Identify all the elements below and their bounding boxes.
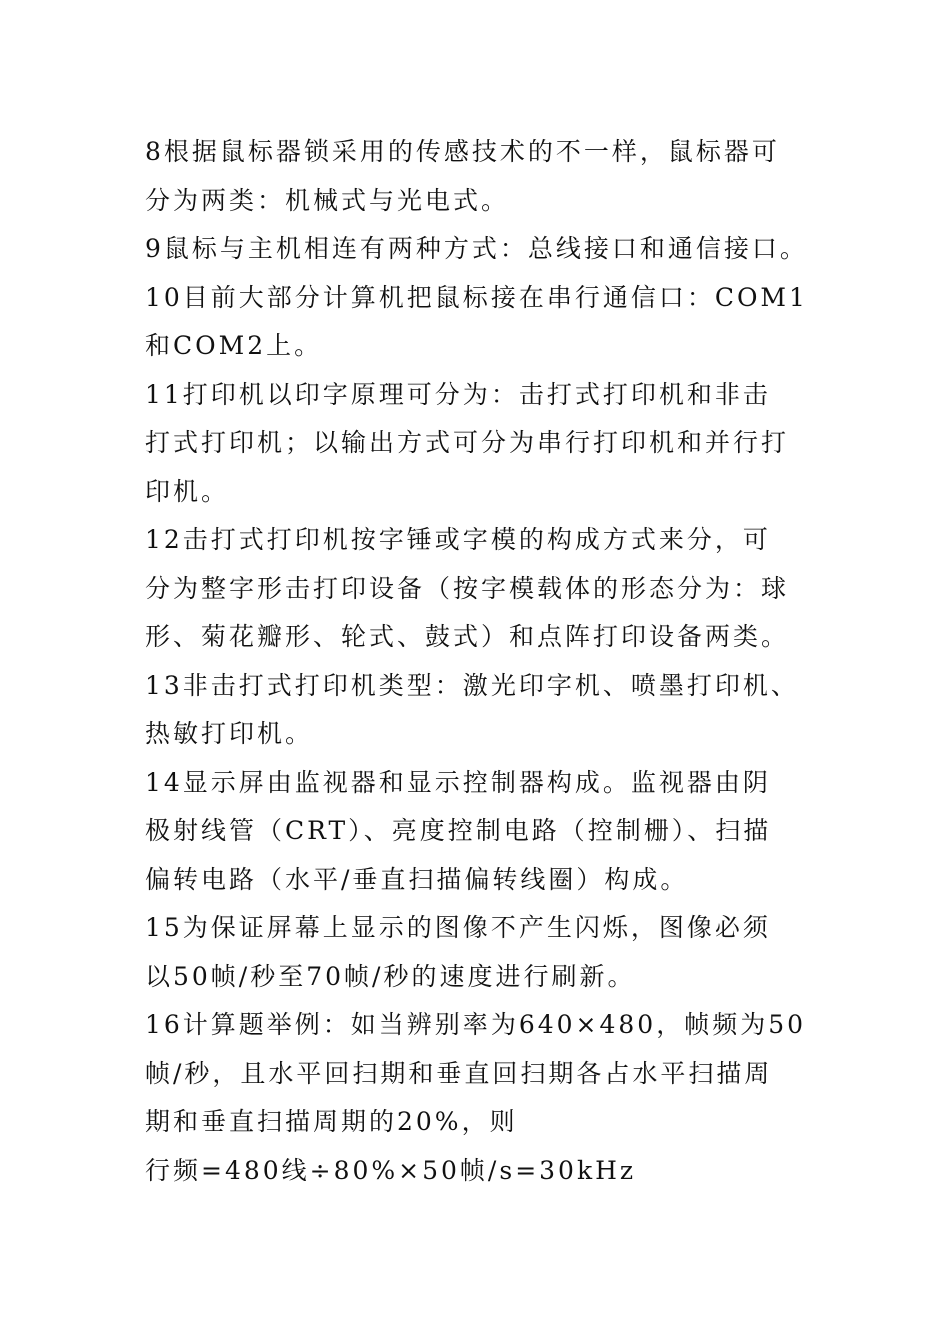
text-line: 14显示屏由监视器和显示控制器构成。监视器由阴	[145, 767, 771, 797]
text-line: 期和垂直扫描周期的20%，则	[145, 1107, 518, 1136]
text-line: 11打印机以印字原理可分为：击打式打印机和非击	[145, 379, 771, 409]
text-line: 打式打印机；以输出方式可分为串行打印机和并行打	[145, 428, 790, 457]
text-line: 热敏打印机。	[145, 719, 314, 748]
text-line: 偏转电路（水平/垂直扫描偏转线圈）构成。	[145, 864, 689, 894]
document-body	[145, 128, 825, 1195]
text-line: 12击打式打印机按字锤或字模的构成方式来分，可	[145, 525, 771, 554]
text-line: 形、菊花瓣形、轮式、鼓式）和点阵打印设备两类。	[145, 622, 790, 651]
text-line: 10目前大部分计算机把鼠标接在串行通信口：COM1	[145, 282, 808, 312]
text-line: 15为保证屏幕上显示的图像不产生闪烁，图像必须	[145, 913, 771, 942]
text-line: 16计算题举例：如当辨别率为640×480，帧频为50	[145, 1010, 807, 1039]
text-line: 极射线管（CRT）、亮度控制电路（控制栅）、扫描	[145, 816, 772, 845]
text-line: 9鼠标与主机相连有两种方式：总线接口和通信接口。	[145, 234, 808, 263]
text-line: 和COM2上。	[145, 331, 323, 360]
text-line: 印机。	[145, 476, 230, 506]
text-line: 帧/秒，且水平回扫期和垂直回扫期各占水平扫描周	[145, 1058, 773, 1088]
text-line: 分为两类：机械式与光电式。	[145, 185, 510, 215]
text-line: 8根据鼠标器锁采用的传感技术的不一样，鼠标器可	[145, 137, 780, 166]
text-line: 以50帧/秒至70帧/秒的速度进行刷新。	[145, 961, 636, 991]
text-line: 13非击打式打印机类型：激光印字机、喷墨打印机、	[145, 670, 799, 700]
text-line: 行频=480线÷80%×50帧/s=30kHz	[145, 1155, 637, 1185]
text-line: 分为整字形击打印设备（按字模载体的形态分为：球	[145, 573, 790, 603]
